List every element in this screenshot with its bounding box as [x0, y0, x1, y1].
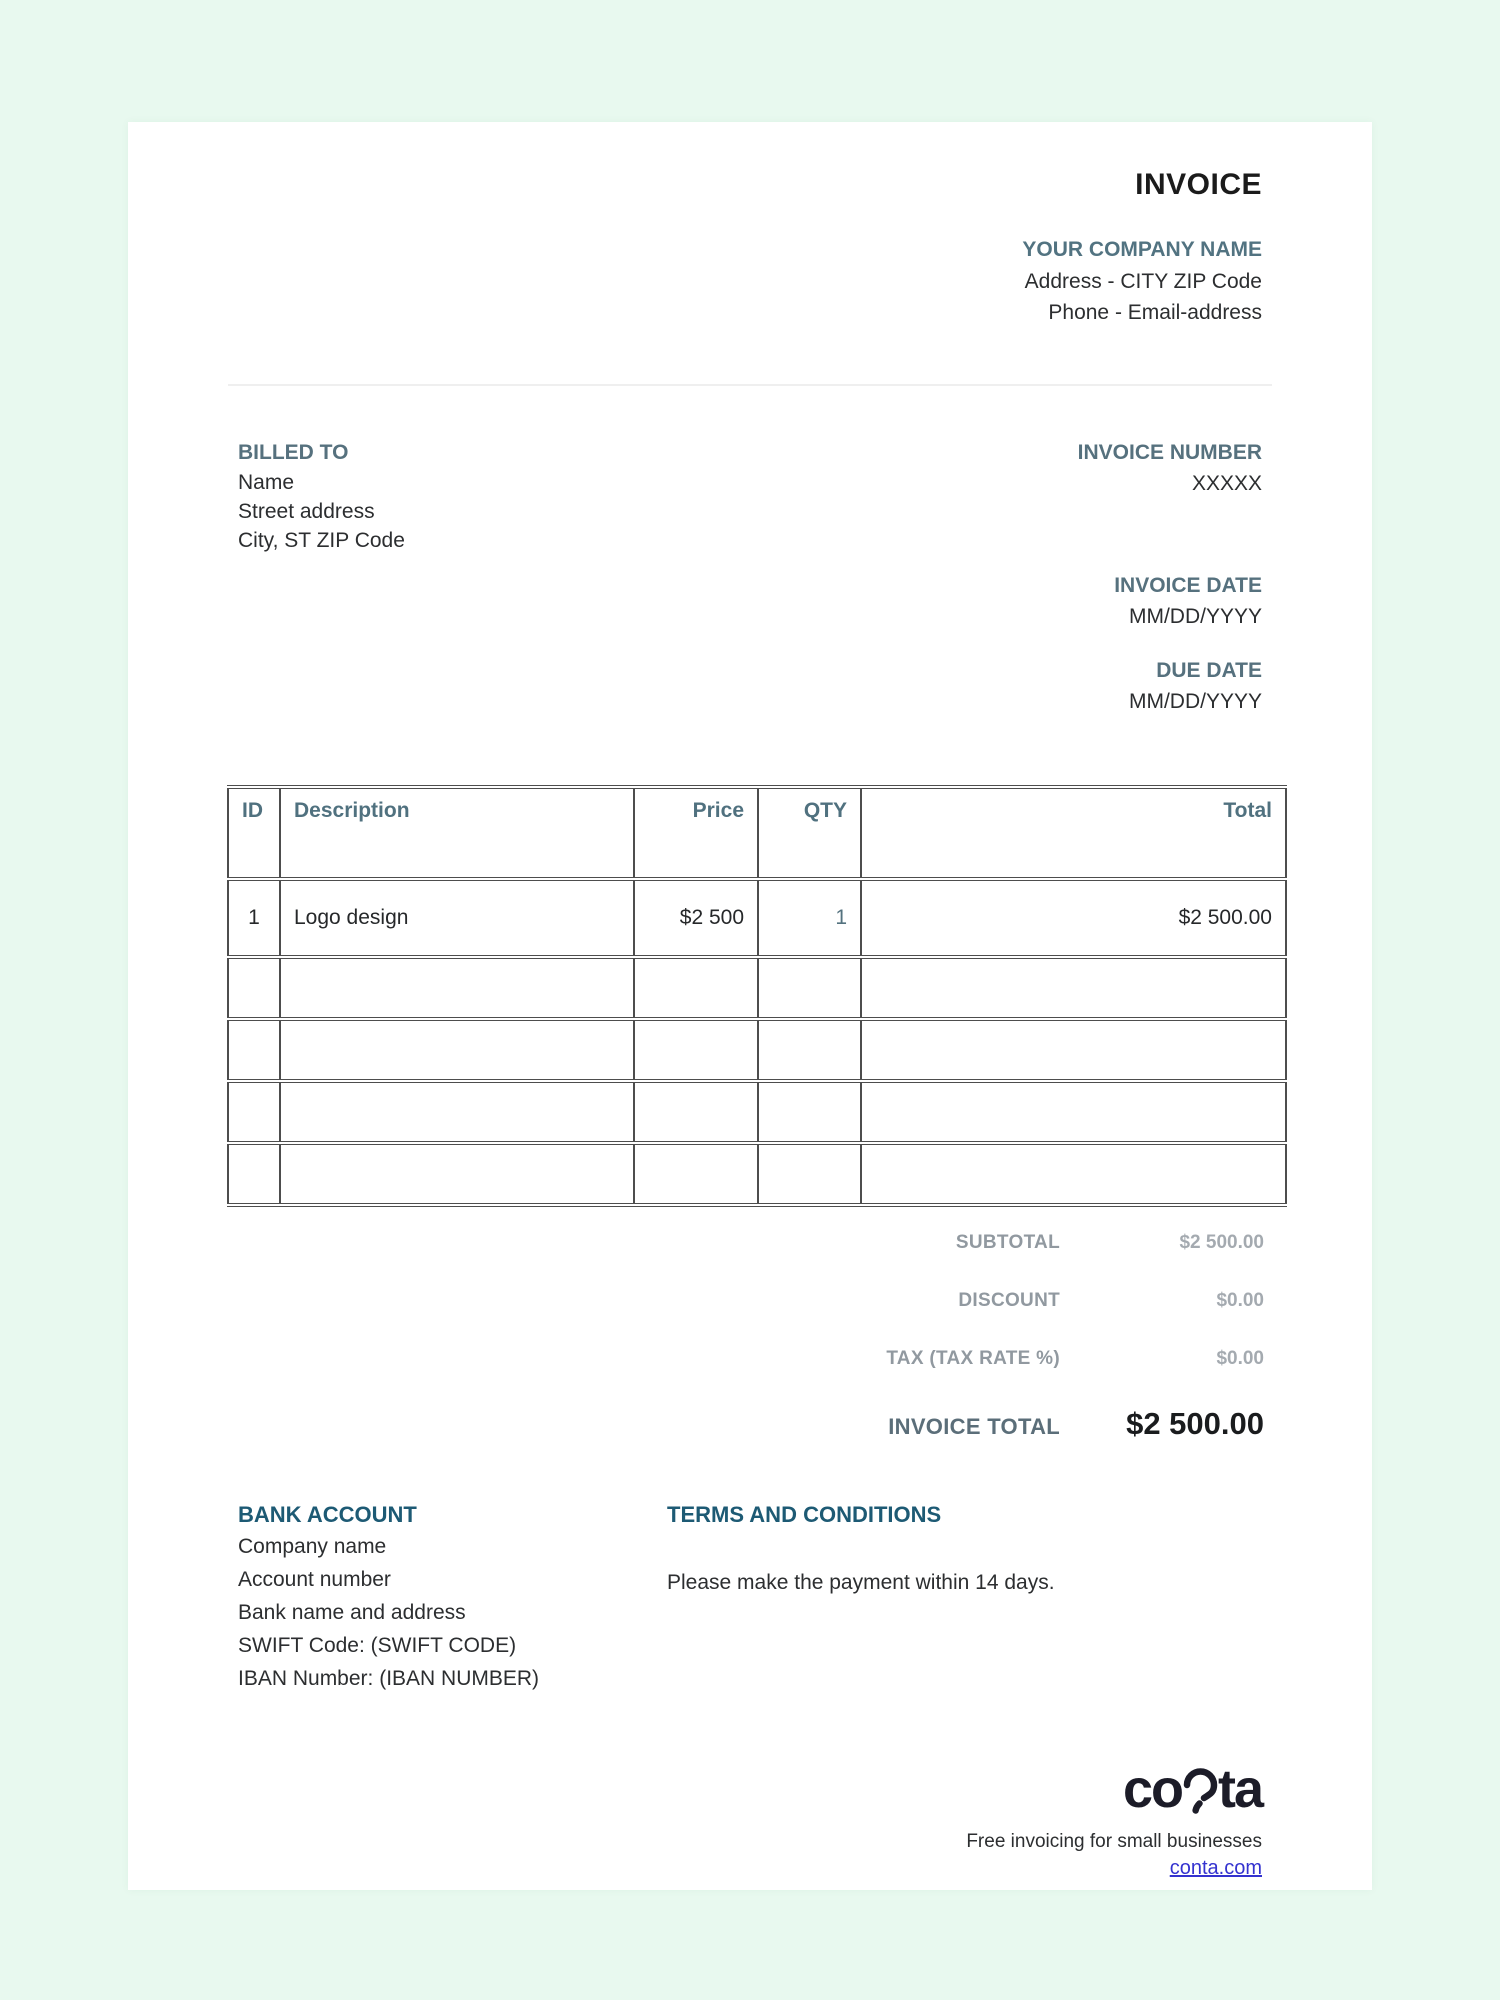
tax-row [886, 1348, 1264, 1370]
header-divider [228, 384, 1272, 386]
item-id: 1 [228, 879, 280, 957]
table-header-row [228, 787, 1286, 879]
bank-iban-number: IBAN Number: (IBAN NUMBER) [238, 1667, 540, 1690]
item-price: $2 500 [634, 879, 758, 957]
tax-label: TAX (TAX RATE %) [886, 1348, 1060, 1369]
subtotal-row [886, 1232, 1264, 1254]
table-empty-row [228, 1081, 1286, 1143]
billed-to-name: Name [238, 471, 295, 494]
due-date-label: DUE DATE [1156, 659, 1262, 682]
table-empty-row [228, 1019, 1286, 1081]
terms-body: Please make the payment within 14 days. [667, 1571, 1055, 1594]
table-row [228, 879, 1286, 957]
item-total: $2 500.00 [861, 879, 1286, 957]
discount-value: $0.00 [1216, 1290, 1264, 1311]
invoice-date-value: MM/DD/YYYY [1128, 605, 1262, 628]
company-address: Address - CITY ZIP Code [1024, 270, 1262, 293]
invoice-number-label: INVOICE NUMBER [1077, 441, 1262, 464]
conta-logo [1123, 1760, 1262, 1827]
table-empty-row [228, 957, 1286, 1019]
table-empty-row [228, 1143, 1286, 1205]
footer [966, 1760, 1262, 1880]
bank-account-heading: BANK ACCOUNT [238, 1502, 417, 1527]
invoice-total-label: INVOICE TOTAL [888, 1414, 1060, 1439]
invoice-total-row [886, 1406, 1264, 1442]
col-header-description: Description [280, 787, 634, 879]
line-items-table [227, 785, 1287, 1207]
conta-logo-curl-icon [1183, 1766, 1219, 1827]
invoice-date-group [1078, 571, 1262, 633]
conta-website-link[interactable]: conta.com [1169, 1857, 1262, 1879]
discount-row [886, 1290, 1264, 1312]
totals-summary [886, 1232, 1264, 1478]
col-header-qty: QTY [758, 787, 861, 879]
col-header-price: Price [634, 787, 758, 879]
subtotal-label: SUBTOTAL [955, 1232, 1060, 1253]
tax-value: $0.00 [1216, 1348, 1264, 1369]
terms-heading: TERMS AND CONDITIONS [667, 1502, 942, 1527]
page-title: INVOICE [1135, 168, 1262, 201]
col-header-id: ID [228, 787, 280, 879]
bank-company-name: Company name [238, 1535, 387, 1558]
bank-name-address: Bank name and address [238, 1601, 466, 1624]
invoice-total-value: $2 500.00 [1126, 1406, 1264, 1441]
bank-account-number: Account number [238, 1568, 391, 1591]
billed-to-street: Street address [238, 500, 375, 523]
billed-to-section [238, 438, 405, 555]
company-name: YOUR COMPANY NAME [1022, 238, 1262, 261]
conta-logo-text-left: co [1122, 1759, 1182, 1819]
item-description: Logo design [280, 879, 634, 957]
company-contact: Phone - Email-address [1048, 301, 1262, 324]
col-header-total: Total [861, 787, 1286, 879]
invoice-number-value: XXXXX [1191, 472, 1262, 495]
terms-section [667, 1500, 1055, 1599]
item-qty: 1 [758, 879, 861, 957]
invoice-number-group [1078, 438, 1262, 500]
conta-logo-text-right: ta [1217, 1759, 1262, 1819]
billed-to-city: City, ST ZIP Code [238, 529, 405, 552]
billed-to-heading: BILLED TO [238, 441, 349, 464]
bank-swift-code: SWIFT Code: (SWIFT CODE) [238, 1634, 517, 1657]
invoice-page [128, 122, 1372, 1890]
company-header [1022, 234, 1262, 328]
subtotal-value: $2 500.00 [1179, 1232, 1264, 1253]
footer-tagline: Free invoicing for small businesses [966, 1831, 1262, 1852]
due-date-value: MM/DD/YYYY [1128, 690, 1262, 713]
bank-account-section [238, 1500, 539, 1695]
discount-label: DISCOUNT [958, 1290, 1060, 1311]
invoice-date-label: INVOICE DATE [1114, 574, 1262, 597]
invoice-meta-section [1078, 438, 1262, 718]
due-date-group [1078, 656, 1262, 718]
